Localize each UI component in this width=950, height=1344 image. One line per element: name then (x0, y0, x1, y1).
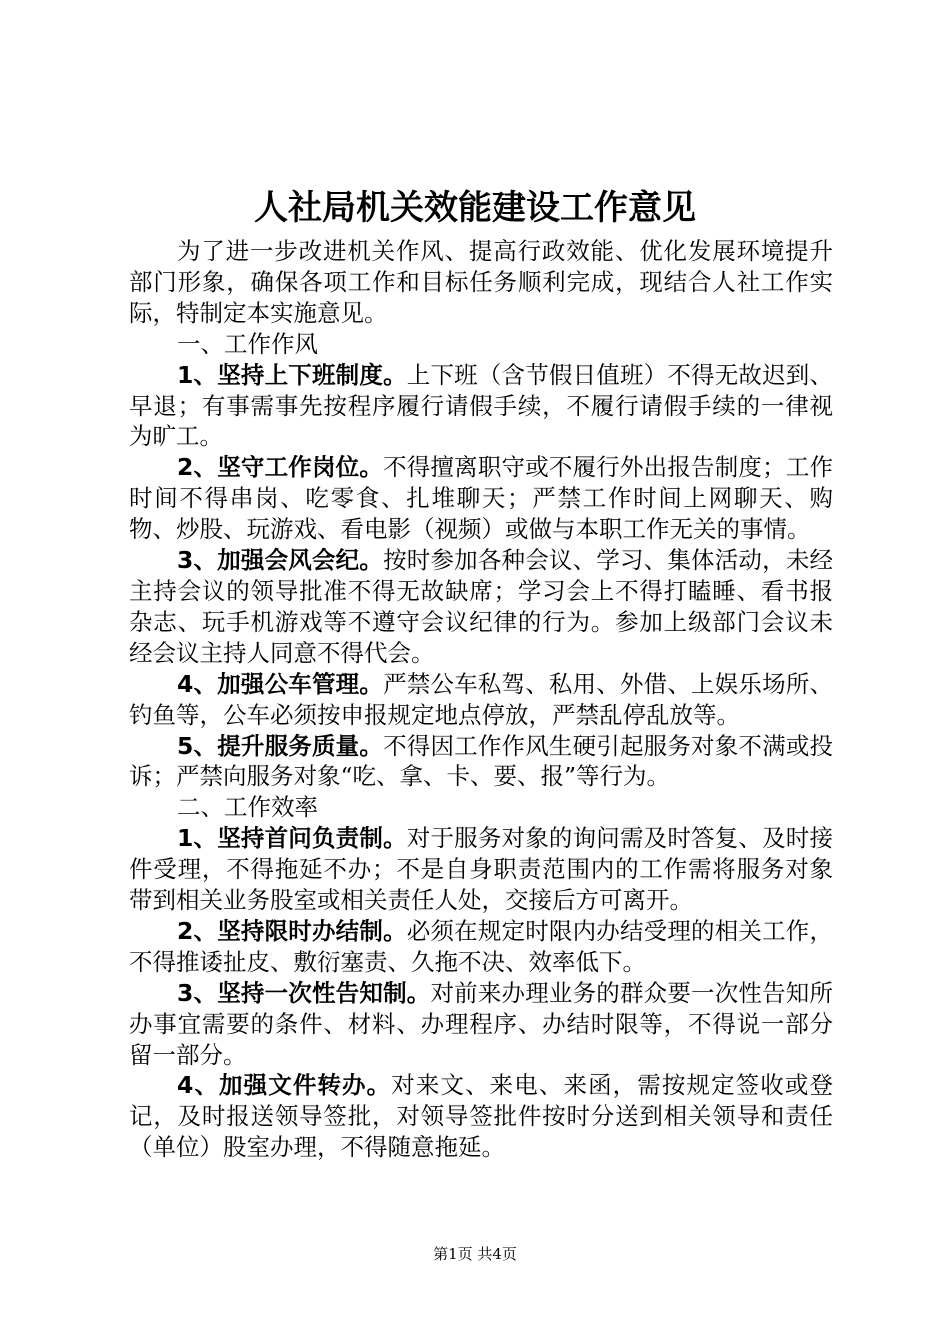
item-text: 上下班（含节假日值班）不得无故迟到、早退；有事需事先按程序履行请假手续，不履行请假手续的一律视为旷工。 (129, 360, 834, 451)
item-text: 对于服务对象的询问需及时答复、及时接件受理，不得拖延不办；不是自身职责范围内的工作需将服务对象带到相关业务股室或相关责任人处，交接后方可离开。 (129, 824, 834, 915)
item-lead: 2、坚持限时办结制。 (177, 916, 407, 945)
item-lead: 4、加强文件转办。 (177, 1071, 392, 1100)
section-item (129, 978, 833, 1071)
section-item (129, 452, 833, 545)
item-text: 对前来办理业务的群众要一次性告知所办事宜需要的条件、材料、办理程序、办结时限等，不得说一部分留一部分。 (129, 978, 833, 1069)
document-title: 人社局机关效能建设工作意见 (254, 188, 696, 228)
section-item (129, 1070, 833, 1163)
item-text: 不得擅离职守或不履行外出报告制度；工作时间不得串岗、吃零食、扎堆聊天；严禁工作时间上网聊天、购物、炒股、玩游戏、看电影（视频）或做与本职工作无关的事情。 (129, 453, 834, 544)
section-item (129, 669, 833, 731)
item-text: 不得因工作作风生硬引起服务对象不满或投诉；严禁向服务对象“吃、拿、卡、要、报”等行为。 (129, 731, 834, 791)
item-lead: 3、加强会风会纪。 (177, 546, 384, 575)
section-heading: 一、工作作风 (177, 329, 318, 358)
section-item (129, 545, 833, 669)
item-text: 严禁公车私驾、私用、外借、上娱乐场所、钓鱼等，公车必须按申报规定地点停放，严禁乱停乱放等。 (129, 669, 834, 729)
section-item (129, 823, 833, 916)
item-lead: 1、坚持首问负责制。 (177, 824, 407, 853)
item-text: 按时参加各种会议、学习、集体活动，未经主持会议的领导批准不得无故缺席；学习会上不得打瞌睡、看书报杂志、玩手机游戏等不遵守会议纪律的行为。参加上级部门会议未经会议主持人同意不得代会。 (129, 546, 834, 667)
item-lead: 2、坚守工作岗位。 (177, 453, 384, 482)
item-text: 必须在规定时限内办结受理的相关工作，不得推诿扯皮、敷衍塞责、久拖不决、效率低下。 (129, 916, 834, 976)
page-footer: 第1页 共4页 (433, 1245, 517, 1263)
section-item (129, 916, 833, 978)
item-lead: 3、坚持一次性告知制。 (177, 978, 431, 1007)
item-text: 对来文、来电、来函，需按规定签收或登记，及时报送领导签批，对领导签批件按时分送到相关领导和责任（单位）股室办理，不得随意拖延。 (129, 1071, 833, 1162)
item-lead: 1、坚持上下班制度。 (177, 360, 407, 389)
section-item (129, 731, 833, 793)
document-body (129, 236, 833, 1163)
section-heading: 二、工作效率 (177, 793, 318, 822)
section-item (129, 360, 833, 453)
item-lead: 4、加强公车管理。 (177, 669, 384, 698)
item-lead: 5、提升服务质量。 (177, 731, 384, 760)
intro-paragraph: 为了进一步改进机关作风、提高行政效能、优化发展环境提升部门形象，确保各项工作和目标任务顺利完成，现结合人社工作实际，特制定本实施意见。 (129, 237, 833, 327)
